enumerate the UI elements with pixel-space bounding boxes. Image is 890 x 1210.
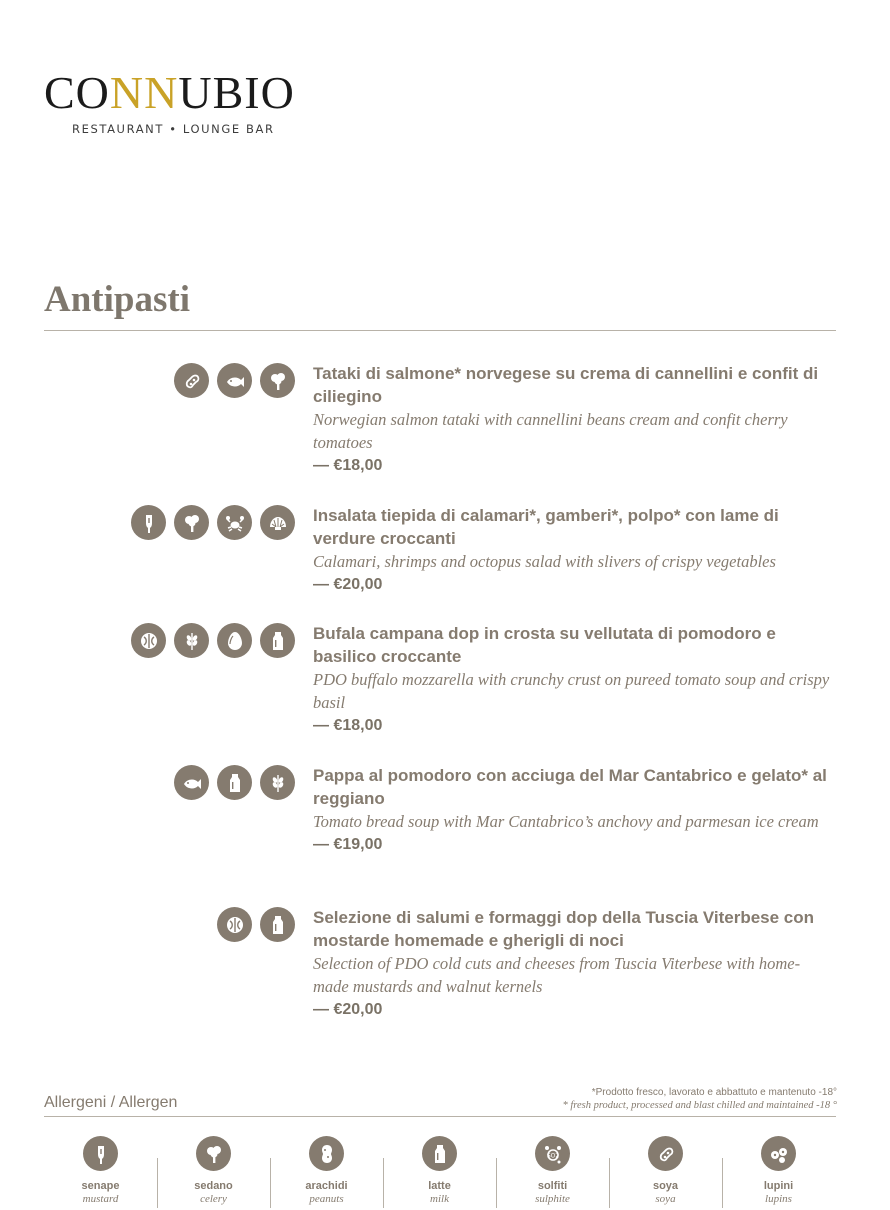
allergen-name-it: latte [428,1180,451,1192]
item-name: Bufala campana dop in crosta su vellutata di pomodoro e basilico croccante [313,624,776,666]
allergen-mustard [44,1128,157,1208]
gluten-icon [260,765,295,800]
item-price: — €19,00 [313,836,383,853]
section-title: Antipasti [44,279,190,320]
allergen-lupins [722,1128,835,1208]
allergen-icons [174,765,295,800]
menu-item-text [313,504,835,596]
mustard-icon [131,505,166,540]
crustacean-icon [217,505,252,540]
brand-name: CONNUBIO [44,67,295,118]
item-price: — €18,00 [313,457,383,474]
item-description: Tomato bread soup with Mar Cantabrico’s anchovy and parmesan ice cream [313,812,819,831]
allergen-name-en: celery [200,1193,227,1205]
allergen-icons [131,505,295,540]
item-name: Selezione di salumi e formaggi dop della Tuscia Viterbese con mostarde homemade e gherigli di noci [313,908,815,950]
allergen-name-en: peanuts [309,1193,344,1205]
allergen-milk [383,1128,496,1208]
item-name: Pappa al pomodoro con acciuga del Mar Cantabrico e gelato* al reggiano [313,766,827,808]
fish-icon [174,765,209,800]
logo [44,67,295,136]
section-divider [44,330,836,331]
allergen-divider [44,1116,836,1117]
allergen-name-en: soya [655,1193,676,1205]
menu-item-text [313,362,835,477]
milk-icon [260,623,295,658]
allergen-name-it: lupini [763,1180,794,1192]
egg-icon [217,623,252,658]
svg-text:SO2: SO2 [546,1152,559,1159]
celery-icon [174,505,209,540]
milk-icon [422,1136,457,1171]
sulphite-icon [535,1136,570,1171]
menu-item-text [313,906,835,1021]
celery-icon [196,1136,231,1171]
menu-item-text [313,764,835,856]
item-description: Calamari, shrimps and octopus salad with slivers of crispy vegetables [313,552,776,571]
allergen-name-en: mustard [82,1193,119,1205]
allergen-name-it: senape [81,1180,120,1192]
nuts-icon [217,907,252,942]
nuts-icon [131,623,166,658]
note-english: * fresh product, processed and blast chilled and maintained -18 ° [562,1100,837,1111]
mustard-icon [83,1136,118,1171]
menu-item-text [313,622,835,737]
allergen-name-it: sedano [194,1180,233,1192]
gluten-icon [174,623,209,658]
item-description: PDO buffalo mozzarella with crunchy crust on pureed tomato soup and crispy basil [313,670,830,712]
product-note [562,1086,837,1112]
allergen-celery [157,1128,270,1208]
item-name: Insalata tiepida di calamari*, gamberi*, polpo* con lame di verdure croccanti [313,506,779,548]
allergen-name-it: solfiti [537,1180,568,1192]
item-description: Norwegian salmon tataki with cannellini beans cream and confit cherry tomatoes [313,410,788,452]
mollusc-icon [260,505,295,540]
item-price: — €20,00 [313,1001,383,1018]
item-name: Tataki di salmone* norvegese su crema di cannellini e confit di ciliegino [313,364,819,406]
note-italian: *Prodotto fresco, lavorato e abbattuto e mantenuto -18° [591,1087,837,1098]
soya-icon [648,1136,683,1171]
peanut-icon [309,1136,344,1171]
milk-icon [217,765,252,800]
allergen-name-en: sulphite [535,1193,570,1205]
soya-icon [174,363,209,398]
fish-icon [217,363,252,398]
allergen-icons [217,907,295,942]
item-price: — €20,00 [313,576,383,593]
milk-icon [260,907,295,942]
allergen-name-en: lupins [765,1193,792,1205]
item-price: — €18,00 [313,717,383,734]
allergen-name-it: soya [652,1180,679,1192]
allergen-name-en: milk [430,1193,449,1205]
allergen-soya [609,1128,722,1208]
lupin-icon [761,1136,796,1171]
allergen-title: Allergeni / Allergen [44,1094,178,1111]
item-description: Selection of PDO cold cuts and cheeses from Tuscia Viterbese with home-made mustards and walnut kernels [313,954,801,996]
allergen-peanuts [270,1128,383,1208]
allergen-name-it: arachidi [305,1180,348,1192]
allergen-legend [44,1128,836,1208]
brand-subtitle: RESTAURANT • LOUNGE BAR [72,122,275,136]
allergen-sulphite [496,1128,609,1208]
allergen-icons [131,623,295,658]
celery-icon [260,363,295,398]
allergen-icons [174,363,295,398]
